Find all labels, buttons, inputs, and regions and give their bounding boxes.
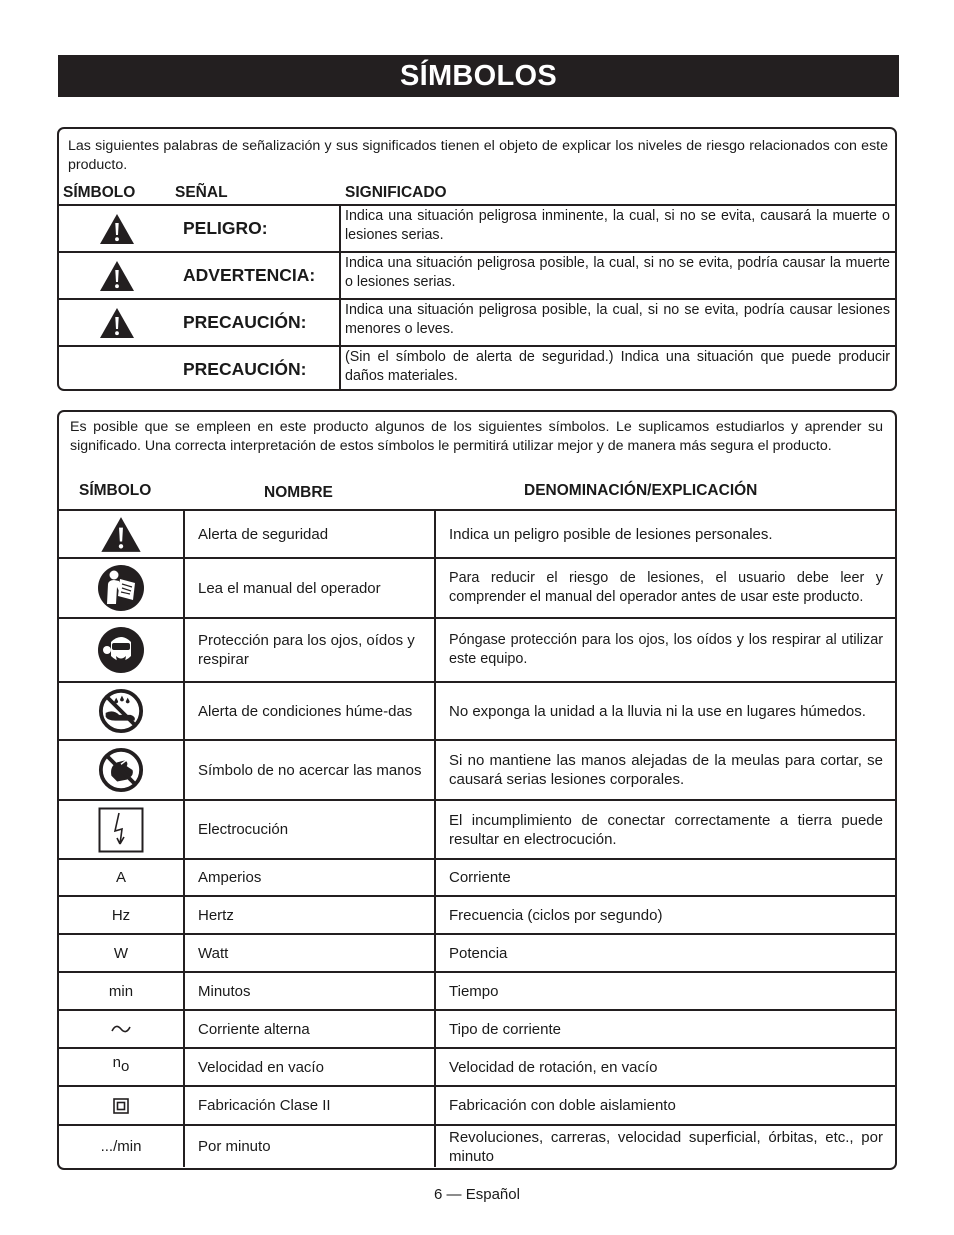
symbol-name: Fabricación Clase II xyxy=(184,1086,435,1125)
table-row xyxy=(59,934,895,972)
keep-hands-away-icon xyxy=(59,747,183,793)
symbol-text: n xyxy=(112,1053,121,1071)
table-row xyxy=(59,1048,895,1086)
table-row xyxy=(59,558,895,618)
symbol-explanation: Para reducir el riesgo de lesiones, el usuario debe leer y comprender el manual del operador antes de usar este producto. xyxy=(435,558,895,618)
table-row xyxy=(59,896,895,934)
symbol-explanation: El incumplimiento de conectar correctamente a tierra puede resultar en electrocución. xyxy=(435,800,895,859)
symbol-explanation: Velocidad de rotación, en vacío xyxy=(435,1048,895,1086)
symbol-explanation: Potencia xyxy=(435,934,895,972)
signal-meaning: Indica una situación peligrosa posible, la cual, si no se evita, podría causar lesiones menores o leves. xyxy=(345,302,890,337)
symbol-no-load-speed xyxy=(59,1048,184,1086)
symbol-explanation: Revoluciones, carreras, velocidad superficial, órbitas, etc., por minuto xyxy=(435,1125,895,1167)
symbol-text: Hz xyxy=(59,896,184,934)
symbols-table-header xyxy=(59,476,895,509)
symbol-explanation: Tipo de corriente xyxy=(435,1010,895,1048)
signal-table-header xyxy=(59,178,895,204)
symbol-name: Corriente alterna xyxy=(184,1010,435,1048)
symbol-subscript: o xyxy=(121,1057,130,1075)
symbol-name: Velocidad en vacío xyxy=(184,1048,435,1086)
symbol-name: Watt xyxy=(184,934,435,972)
wet-conditions-alert-icon xyxy=(59,688,183,734)
symbols-box xyxy=(57,410,897,1170)
table-row xyxy=(59,682,895,740)
warning-triangle-icon xyxy=(59,300,174,345)
table-row xyxy=(59,1010,895,1048)
symbol-explanation: Póngase protección para los ojos, los oídos y los respirar al utilizar este equipo. xyxy=(435,618,895,682)
eye-ear-breathing-protection-icon xyxy=(59,626,183,674)
warning-triangle-icon xyxy=(59,206,174,251)
header-symbol: SÍMBOLO xyxy=(63,184,136,201)
signal-word: PRECAUCIÓN: xyxy=(183,358,307,379)
signal-words-box xyxy=(57,127,897,391)
class-ii-construction-icon xyxy=(59,1098,183,1114)
signal-row-peligro xyxy=(59,204,895,251)
symbol-text: .../min xyxy=(59,1125,184,1167)
signal-word: ADVERTENCIA: xyxy=(183,265,316,285)
symbol-name: Alerta de condiciones húme-das xyxy=(184,682,435,740)
header-symbol: SÍMBOLO xyxy=(79,482,152,499)
symbol-name: Lea el manual del operador xyxy=(184,558,435,618)
signal-meaning: (Sin el símbolo de alerta de seguridad.) Indica una situación que puede producir daños materiales. xyxy=(345,349,890,384)
table-row xyxy=(59,1086,895,1125)
table-row xyxy=(59,740,895,800)
symbol-name: Por minuto xyxy=(184,1125,435,1167)
symbol-name: Minutos xyxy=(184,972,435,1010)
symbol-name: Hertz xyxy=(184,896,435,934)
symbol-explanation: No exponga la unidad a la lluvia ni la use en lugares húmedos. xyxy=(435,682,895,740)
symbol-text: A xyxy=(59,859,184,896)
symbol-text: W xyxy=(59,934,184,972)
table-row xyxy=(59,618,895,682)
table-row xyxy=(59,972,895,1010)
signal-word: PRECAUCIÓN: xyxy=(183,312,307,332)
table-row xyxy=(59,800,895,859)
signal-meaning: Indica una situación peligrosa inminente, la cual, si no se evita, causará la muerte o lesiones serias. xyxy=(345,208,890,243)
symbol-explanation: Frecuencia (ciclos por segundo) xyxy=(435,896,895,934)
header-explanation: DENOMINACIÓN/EXPLICACIÓN xyxy=(524,482,758,499)
symbol-explanation: Si no mantiene las manos alejadas de la meulas para cortar, se causará serias lesiones corporales. xyxy=(435,740,895,800)
header-name: NOMBRE xyxy=(264,484,333,501)
signal-meaning: Indica una situación peligrosa posible, la cual, si no se evita, podría causar la muerte o lesiones serias. xyxy=(345,255,890,290)
header-signal: SEÑAL xyxy=(175,184,228,201)
electrocution-icon xyxy=(59,807,183,853)
warning-triangle-icon xyxy=(59,516,183,553)
table-row xyxy=(59,859,895,896)
symbol-name: Alerta de seguridad xyxy=(184,510,435,558)
signal-row-advertencia xyxy=(59,251,895,298)
symbols-table xyxy=(59,509,895,1167)
signal-intro-text: Las siguientes palabras de señalización y sus significados tienen el objeto de explicar los niveles de riesgo relacionados con este producto. xyxy=(68,138,888,173)
symbol-name: Protección para los ojos, oídos y respirar xyxy=(184,618,435,682)
table-row xyxy=(59,510,895,558)
symbol-explanation: Corriente xyxy=(435,859,895,896)
symbol-name: Amperios xyxy=(184,859,435,896)
symbols-intro-text: Es posible que se empleen en este producto algunos de los siguientes símbolos. Le suplicamos estudiarlos y aprender su significado. Una correcta interpretación de estos símbolos le permitirá utilizar mejor y de manera más segura el producto. xyxy=(70,419,883,454)
symbol-name: Símbolo de no acercar las manos xyxy=(184,740,435,800)
symbol-explanation: Tiempo xyxy=(435,972,895,1010)
symbol-explanation: Fabricación con doble aislamiento xyxy=(435,1086,895,1125)
signal-row-precaucion-no-symbol xyxy=(59,345,895,391)
symbol-explanation: Indica un peligro posible de lesiones personales. xyxy=(435,510,895,558)
signal-word: PELIGRO: xyxy=(183,218,268,238)
table-row xyxy=(59,1125,895,1167)
alternating-current-icon xyxy=(59,1022,183,1036)
read-manual-icon xyxy=(59,564,183,612)
page-title: SÍMBOLOS xyxy=(58,55,899,97)
signal-row-precaucion xyxy=(59,298,895,345)
symbol-text: min xyxy=(59,972,184,1010)
header-meaning: SIGNIFICADO xyxy=(345,184,447,201)
warning-triangle-icon xyxy=(59,253,174,298)
page-footer: 6 — Español xyxy=(434,1186,520,1203)
symbol-name: Electrocución xyxy=(184,800,435,859)
